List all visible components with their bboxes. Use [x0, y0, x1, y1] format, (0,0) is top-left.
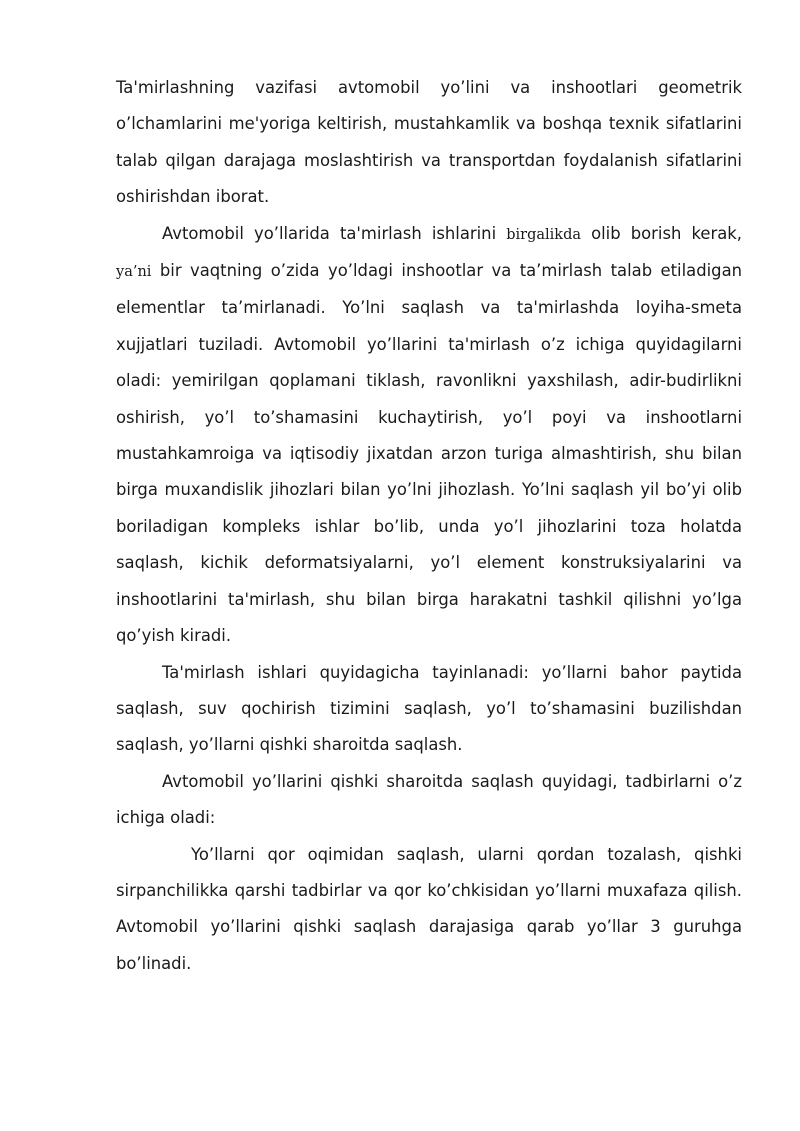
serif-word-yani: ya’ni [116, 264, 152, 281]
paragraph-repair-works [116, 216, 742, 655]
paragraph-text: olib borish kerak, [581, 223, 742, 243]
paragraph-assignment: Ta'mirlash ishlari quyidagicha tayinlanadi: yo’llarni bahor paytida saqlash, suv qochirish tizimini saqlash, yo’l to’shamasini buzilishdan saqlash, yo’llarni qishki sharoitda saqlash. [116, 662, 742, 755]
paragraph-purpose: Ta'mirlashning vazifasi avtomobil yo’lini va inshootlari geometrik o’lchamlarini me'yoriga keltirish, mustahkamlik va boshqa texnik sifatlarini talab qilgan darajaga moslashtirish va transportdan foydalanish sifatlarini oshirishdan iborat. [116, 78, 742, 207]
serif-word-birgalikda: birgalikda [506, 226, 581, 243]
paragraph-text: Avtomobil yo’llarida ta'mirlash ishlarini [162, 223, 507, 243]
paragraph-winter-measures: Yo’llarni qor oqimidan saqlash, ularni qordan tozalash, qishki sirpanchilikka qarshi tadbirlar va qor ko’chkisidan yo’llarni muxafaza qilish. Avtomobil yo’llarini qishki saqlash darajasiga qarab yo’llar 3 guruhga bo’linadi. [116, 844, 742, 973]
document-page [116, 70, 742, 982]
paragraph-winter-intro: Avtomobil yo’llarini qishki sharoitda saqlash quyidagi, tadbirlarni o’z ichiga oladi: [116, 771, 742, 828]
paragraph-text: bir vaqtning o’zida yo’ldagi inshootlar va ta’mirlash talab etiladigan elementlar ta’mirlanadi. Yo’lni saqlash va ta'mirlashda loyiha-smeta xujjatlari tuziladi. Avtomobil yo’llarini ta'mirlash o’z ichiga quyidagilarni oladi: yemirilgan qoplamani tiklash, ravonlikni yaxshilash, adir-budirlikni oshirish, yo’l to’shamasini kuchaytirish, yo’l poyi va inshootlarni mustahkamroiga va iqtisodiy jixatdan arzon turiga almashtirish, shu bilan birga muxandislik jihozlari bilan yo’lni jihozlash. Yo’lni saqlash yil bo’yi olib boriladigan kompleks ishlar bo’lib, unda yo’l jihozlarini toza holatda saqlash, kichik deformatsiyalarni, yo’l element konstruksiyalarini va inshootlarini ta'mirlash, shu bilan birga harakatni tashkil qilishni yo’lga qo’yish kiradi. [116, 261, 742, 646]
